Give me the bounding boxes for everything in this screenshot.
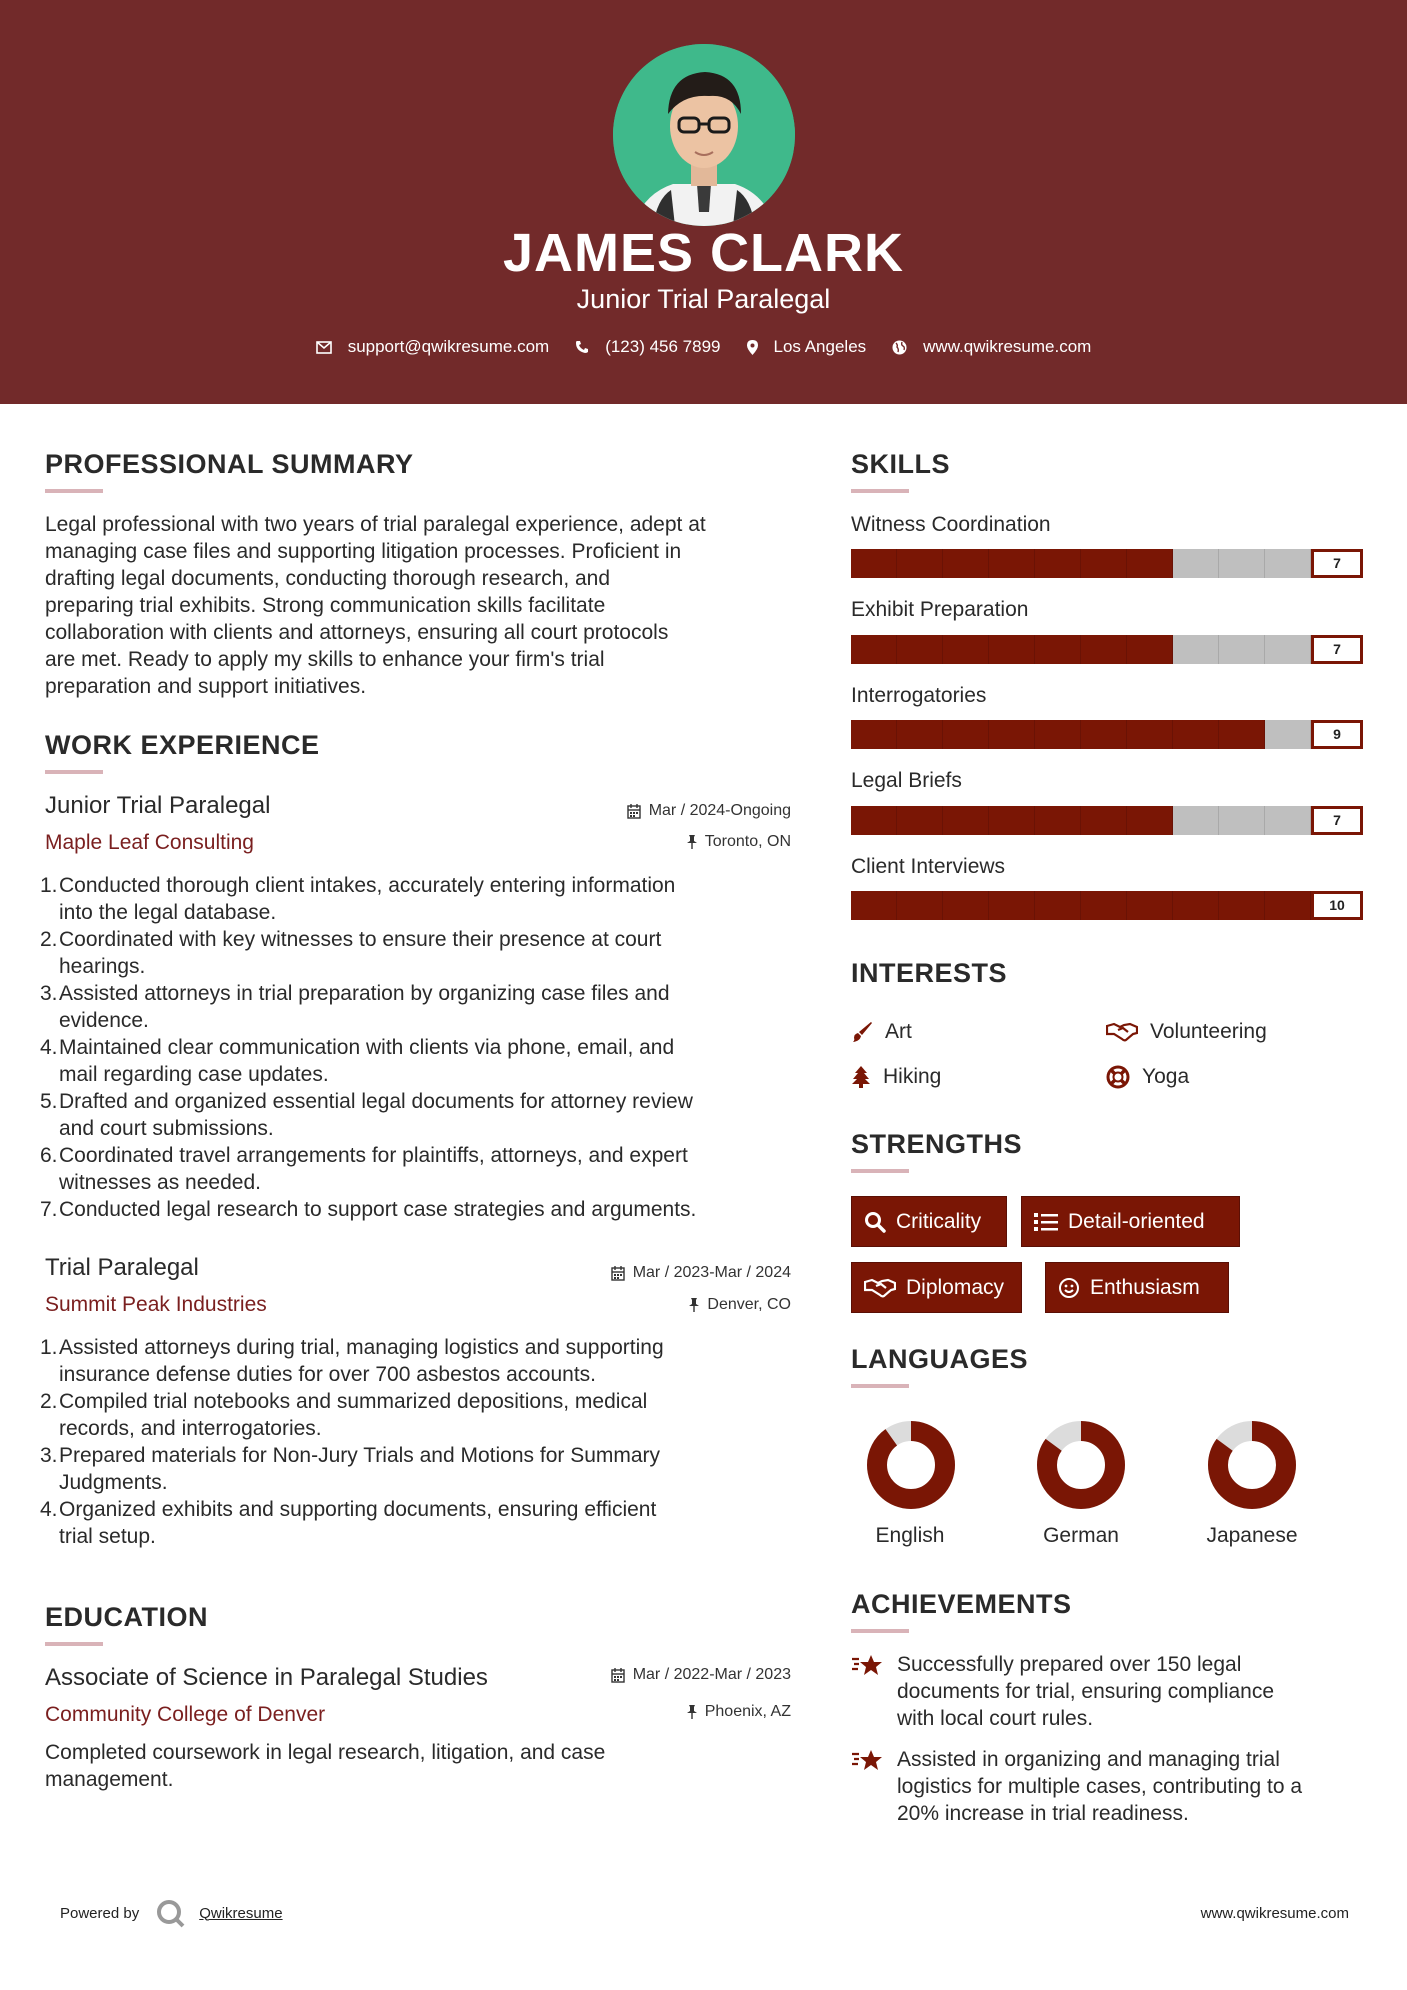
experience-heading: WORK EXPERIENCE (45, 730, 320, 760)
achievement-line: 20% increase in trial readiness. (897, 1802, 1189, 1825)
language-label: Japanese (1206, 1524, 1298, 1547)
strengths-rule (851, 1169, 909, 1173)
resume-header (0, 0, 1407, 404)
education-line: management. (45, 1768, 174, 1791)
calendar-icon (611, 1266, 625, 1281)
list-text: Conducted thorough client intakes, accurately entering information (59, 874, 676, 897)
skill-score: 10 (1311, 891, 1363, 920)
language-donut (1036, 1420, 1126, 1510)
education-dates-text: Mar / 2022-Mar / 2023 (632, 1666, 791, 1683)
achievement-line: Assisted in organizing and managing trial (897, 1748, 1280, 1771)
list-item (40, 926, 810, 980)
skill-bar (851, 720, 1311, 749)
skill-bar-segment (1265, 635, 1311, 664)
skill-bar-segment (1173, 806, 1219, 835)
skills-rule (851, 489, 909, 493)
contact-location (747, 337, 867, 357)
list-text: Conducted legal research to support case strategies and arguments. (59, 1198, 697, 1221)
skill-bar-segment (1127, 806, 1173, 835)
lifering-icon (1106, 1065, 1130, 1089)
profile-photo (613, 44, 795, 226)
skill-bar-segment (851, 806, 897, 835)
skill-bar-segment (943, 720, 989, 749)
language-label: German (1043, 1524, 1119, 1547)
skill-bar-segment (1035, 635, 1081, 664)
summary-line: are met. Ready to apply my skills to enhance your firm's trial (45, 648, 605, 671)
powered-by-text: Powered by (60, 1904, 140, 1922)
education-heading: EDUCATION (45, 1602, 208, 1632)
education-description (45, 1739, 805, 1793)
contact-website-text: www.qwikresume.com (923, 337, 1092, 356)
skill-bar-segment (989, 720, 1035, 749)
job-bullets (40, 1334, 810, 1550)
job-dates-text: Mar / 2024-Ongoing (648, 802, 791, 819)
skill-bar-segment (1265, 720, 1311, 749)
list-text: mail regarding case updates. (59, 1063, 329, 1086)
list-number: 5. (40, 1090, 58, 1113)
list-text: hearings. (59, 955, 146, 978)
summary-line: managing case files and supporting litigation processes. Proficient in (45, 540, 682, 563)
skill-bar-segment (851, 635, 897, 664)
interest-item (1106, 1065, 1189, 1089)
job-bullets (40, 872, 810, 1223)
map-marker-icon (747, 340, 758, 355)
skill-bar (851, 635, 1311, 664)
list-text: evidence. (59, 1009, 149, 1032)
skill-bar-segment (989, 635, 1035, 664)
interest-label: Volunteering (1150, 1020, 1267, 1043)
degree-title: Associate of Science in Paralegal Studies (45, 1664, 488, 1691)
skill-bar-segment (1173, 549, 1219, 578)
candidate-name: JAMES CLARK (502, 223, 905, 283)
interest-item (851, 1020, 912, 1044)
skill-bar-segment (943, 549, 989, 578)
calendar-icon (611, 1668, 625, 1683)
skill-bar-segment (851, 720, 897, 749)
education-dates (500, 1666, 791, 1684)
skill-bar-segment (943, 635, 989, 664)
skill-bar-segment (1173, 720, 1219, 749)
skill-score: 7 (1311, 549, 1363, 578)
skill-bar-segment (897, 720, 943, 749)
languages-rule (851, 1384, 909, 1388)
list-text: insurance defense duties for over 700 asbestos accounts. (59, 1363, 596, 1386)
skill-bar-segment (1081, 549, 1127, 578)
strengths-heading: STRENGTHS (851, 1129, 1023, 1159)
list-number: 1. (40, 1336, 58, 1359)
summary-rule (45, 489, 103, 493)
skill-bar-segment (1127, 549, 1173, 578)
language-donut (866, 1420, 956, 1510)
skill-bar (851, 549, 1311, 578)
skill-bar-segment (1081, 806, 1127, 835)
language-label: English (875, 1524, 945, 1547)
achievements-heading: ACHIEVEMENTS (851, 1589, 1072, 1619)
list-text: Coordinated with key witnesses to ensure their presence at court (59, 928, 662, 951)
phone-icon (575, 340, 589, 354)
strength-label: Diplomacy (906, 1275, 1005, 1299)
skill-bar-segment (1219, 720, 1265, 749)
interest-label: Yoga (1142, 1065, 1190, 1088)
education-location (500, 1703, 791, 1721)
skill-score: 7 (1311, 806, 1363, 835)
strength-label: Enthusiasm (1090, 1275, 1200, 1299)
handshake-icon (1106, 1022, 1138, 1042)
pushpin-icon (687, 835, 697, 849)
skill-bar-segment (1219, 635, 1265, 664)
brand-link[interactable]: Qwikresume (199, 1904, 283, 1922)
list-number: 7. (40, 1198, 58, 1221)
skill-bar-segment (989, 891, 1035, 920)
list-item (40, 872, 810, 926)
list-text: Assisted attorneys in trial preparation by organizing case files and (59, 982, 670, 1005)
job-dates (500, 802, 791, 820)
skill-bar-segment (1219, 806, 1265, 835)
achievement-item (851, 1746, 1371, 1827)
achievement-line: documents for trial, ensuring compliance (897, 1680, 1275, 1703)
list-text: Drafted and organized essential legal documents for attorney review (59, 1090, 693, 1113)
job-location (500, 833, 791, 851)
list-number: 6. (40, 1144, 58, 1167)
summary-line: drafting legal documents, conducting thorough research, and (45, 567, 611, 590)
skill-bar-segment (897, 635, 943, 664)
skill-bar-segment (1265, 891, 1311, 920)
calendar-icon (627, 804, 641, 819)
strength-tag (1021, 1196, 1240, 1247)
skills-heading: SKILLS (851, 449, 951, 479)
list-text: witnesses as needed. (59, 1171, 261, 1194)
skill-bar-segment (1127, 720, 1173, 749)
achievement-text (897, 1746, 1302, 1827)
skill-name: Witness Coordination (851, 513, 1051, 536)
education-location-text: Phoenix, AZ (704, 1703, 791, 1720)
skill-bar-segment (897, 891, 943, 920)
list-item (40, 1034, 810, 1088)
skill-bar-segment (1173, 891, 1219, 920)
skill-bar-segment (989, 806, 1035, 835)
skill-bar (851, 806, 1311, 835)
summary-line: preparing trial exhibits. Strong communication skills facilitate (45, 594, 606, 617)
list-number: 3. (40, 982, 58, 1005)
education-rule (45, 1642, 103, 1646)
contact-email[interactable] (316, 337, 550, 357)
list-text: Organized exhibits and supporting documents, ensuring efficient (59, 1498, 657, 1521)
skill-bar-segment (1219, 891, 1265, 920)
envelope-icon (316, 341, 332, 354)
interest-label: Art (885, 1020, 912, 1043)
pushpin-icon (689, 1298, 699, 1312)
summary-line: collaboration with clients and attorneys, ensuring all court protocols (45, 621, 669, 644)
skill-bar-segment (943, 806, 989, 835)
list-number: 4. (40, 1036, 58, 1059)
contact-phone-text: (123) 456 7899 (605, 337, 721, 356)
contact-bar (0, 337, 1407, 357)
list-number: 2. (40, 1390, 58, 1413)
search-icon (864, 1211, 886, 1233)
skill-name: Exhibit Preparation (851, 598, 1029, 621)
job-company: Summit Peak Industries (45, 1293, 267, 1316)
list-text: Coordinated travel arrangements for plaintiffs, attorneys, and expert (59, 1144, 688, 1167)
skill-bar-segment (943, 891, 989, 920)
list-number: 3. (40, 1444, 58, 1467)
contact-email-text: support@qwikresume.com (347, 337, 550, 356)
list-item (40, 1334, 810, 1388)
skill-score: 9 (1311, 720, 1363, 749)
strength-label: Criticality (896, 1209, 982, 1233)
list-icon (1034, 1212, 1058, 1232)
job-dates (500, 1264, 791, 1282)
skill-bar-segment (1035, 549, 1081, 578)
skill-bar-segment (1219, 549, 1265, 578)
skill-bar-segment (897, 549, 943, 578)
summary-heading: PROFESSIONAL SUMMARY (45, 449, 414, 479)
skill-bar-segment (1127, 635, 1173, 664)
language-donut (1207, 1420, 1297, 1510)
skill-bar-segment (897, 806, 943, 835)
school-name: Community College of Denver (45, 1703, 326, 1726)
skill-name: Legal Briefs (851, 769, 962, 792)
pushpin-icon (687, 1705, 697, 1719)
skill-bar-segment (1081, 635, 1127, 664)
list-text: Maintained clear communication with clients via phone, email, and (59, 1036, 675, 1059)
experience-rule (45, 770, 103, 774)
job-dates-text: Mar / 2023-Mar / 2024 (632, 1264, 791, 1281)
contact-location-text: Los Angeles (773, 337, 867, 356)
qwikresume-logo-icon (155, 1898, 185, 1928)
contact-phone[interactable] (575, 337, 720, 357)
list-text: Prepared materials for Non-Jury Trials and Motions for Summary (59, 1444, 661, 1467)
achievement-text (897, 1651, 1274, 1732)
skill-bar-segment (1265, 549, 1311, 578)
interest-label: Hiking (883, 1065, 942, 1088)
job-title: Trial Paralegal (45, 1254, 199, 1281)
footer-site[interactable]: www.qwikresume.com (1200, 1905, 1349, 1922)
skill-bar-segment (1081, 720, 1127, 749)
star-award-icon (851, 1748, 885, 1774)
skill-bar-segment (1035, 806, 1081, 835)
list-text: Compiled trial notebooks and summarized depositions, medical (59, 1390, 648, 1413)
interest-item (1106, 1020, 1267, 1044)
skill-bar-segment (1035, 891, 1081, 920)
skill-bar-segment (1081, 891, 1127, 920)
skill-bar-segment (1265, 806, 1311, 835)
summary-line: Legal professional with two years of trial paralegal experience, adept at (45, 513, 706, 536)
handshake-icon (864, 1278, 896, 1298)
summary-text (45, 511, 805, 700)
skill-name: Client Interviews (851, 855, 1006, 878)
skill-bar (851, 891, 1311, 920)
smile-icon (1058, 1277, 1080, 1299)
achievement-line: with local court rules. (897, 1707, 1094, 1730)
contact-website[interactable] (892, 337, 1091, 357)
list-item (40, 1388, 810, 1442)
list-number: 4. (40, 1498, 58, 1521)
job-location (500, 1296, 791, 1314)
achievements-rule (851, 1629, 909, 1633)
list-text: and court submissions. (59, 1117, 274, 1140)
strength-tag (851, 1196, 1007, 1247)
language-donut-fill (877, 1431, 945, 1499)
summary-line: preparation and support initiatives. (45, 675, 367, 698)
list-item (40, 1442, 810, 1496)
skill-score: 7 (1311, 635, 1363, 664)
strength-label: Detail-oriented (1068, 1209, 1205, 1233)
achievement-item (851, 1651, 1371, 1732)
paintbrush-icon (851, 1021, 873, 1043)
globe-icon (892, 340, 907, 355)
job-location-text: Toronto, ON (704, 833, 791, 850)
languages-heading: LANGUAGES (851, 1344, 1029, 1374)
list-text: into the legal database. (59, 901, 277, 924)
candidate-title: Junior Trial Paralegal (576, 284, 831, 314)
achievement-line: logistics for multiple cases, contributing to a (897, 1775, 1303, 1798)
strength-tag (851, 1262, 1022, 1313)
list-number: 1. (40, 874, 58, 897)
job-title: Junior Trial Paralegal (45, 792, 271, 819)
skill-bar-segment (851, 891, 897, 920)
strength-tag (1045, 1262, 1229, 1313)
interest-item (851, 1065, 941, 1089)
list-item (40, 1496, 810, 1550)
list-text: trial setup. (59, 1525, 156, 1548)
skill-name: Interrogatories (851, 684, 987, 707)
skill-bar-segment (1035, 720, 1081, 749)
list-number: 2. (40, 928, 58, 951)
list-item (40, 980, 810, 1034)
achievement-line: Successfully prepared over 150 legal (897, 1653, 1242, 1676)
interests-heading: INTERESTS (851, 958, 1008, 988)
list-text: records, and interrogatories. (59, 1417, 322, 1440)
skill-bar-segment (1127, 891, 1173, 920)
list-text: Judgments. (59, 1471, 168, 1494)
list-text: Assisted attorneys during trial, managing logistics and supporting (59, 1336, 664, 1359)
list-item (40, 1142, 810, 1196)
footer-powered-by (60, 1898, 283, 1928)
job-location-text: Denver, CO (707, 1296, 791, 1313)
list-item (40, 1088, 810, 1142)
skill-bar-segment (851, 549, 897, 578)
skill-bar-segment (1173, 635, 1219, 664)
job-company: Maple Leaf Consulting (45, 831, 254, 854)
education-line: Completed coursework in legal research, litigation, and case (45, 1741, 606, 1764)
skill-bar-segment (989, 549, 1035, 578)
list-item (40, 1196, 810, 1223)
tree-icon (851, 1066, 871, 1088)
star-award-icon (851, 1653, 885, 1679)
